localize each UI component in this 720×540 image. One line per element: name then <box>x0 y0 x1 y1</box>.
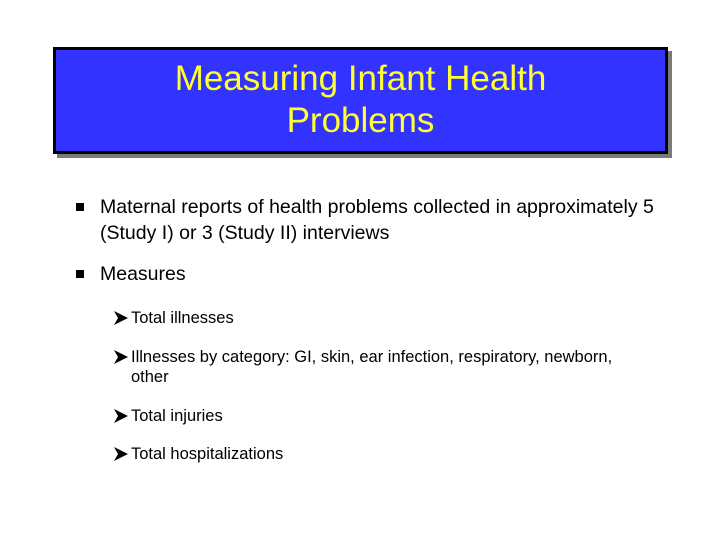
sub-list-item <box>113 406 653 426</box>
square-bullet-icon <box>76 270 84 278</box>
arrowhead-bullet-icon <box>113 347 129 367</box>
title-box <box>53 47 668 154</box>
square-bullet-icon <box>76 203 84 211</box>
arrowhead-bullet-icon <box>113 308 129 328</box>
sub-item-text: Total hospitalizations <box>131 445 284 463</box>
slide-title: Measuring Infant Health Problems <box>174 58 547 140</box>
arrowhead-bullet-icon <box>113 406 129 426</box>
arrowhead-bullet-icon <box>113 444 129 464</box>
bullet-text: Measures <box>100 263 186 285</box>
bullet-item <box>76 194 676 246</box>
sub-item-text: Total illnesses <box>131 309 234 327</box>
sub-list-item <box>113 444 653 464</box>
bullet-item <box>76 261 676 287</box>
bullet-text: Maternal reports of health problems collected in approximately 5 (Study I) or 3 (Study II) interviews <box>100 196 654 244</box>
sub-list-item <box>113 347 653 387</box>
sub-list-item <box>113 308 653 328</box>
sub-item-text: Total injuries <box>131 407 223 425</box>
sub-item-text: Illnesses by category: GI, skin, ear infection, respiratory, newborn, other <box>131 348 613 386</box>
